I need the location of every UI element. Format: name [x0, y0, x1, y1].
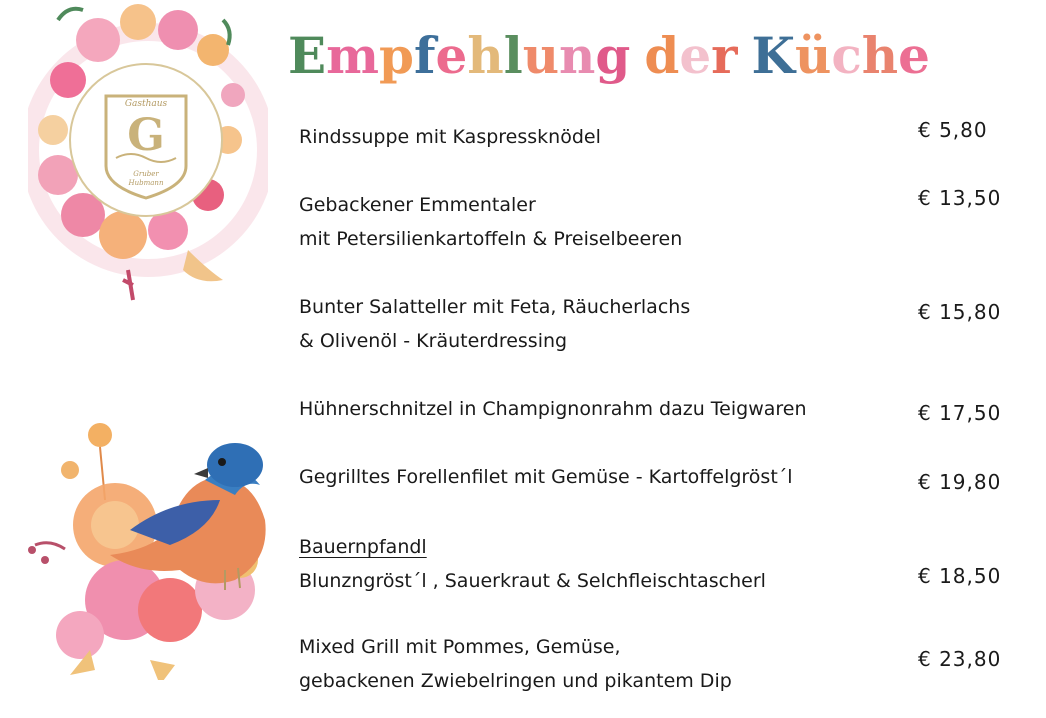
menu-item-description: Gebackener Emmentaler [299, 194, 536, 216]
menu-item-description: Blunzngröst´l , Sauerkraut & Selchfleischtascherl [299, 570, 766, 592]
title-letter: c [831, 26, 862, 85]
menu-item-price: € 18,50 [918, 564, 1002, 588]
title-letter: K [751, 26, 795, 85]
title-letter: m [326, 26, 380, 85]
menu-item [299, 188, 899, 256]
title-letter: h [467, 26, 504, 85]
menu-item [299, 392, 899, 426]
title-letter: u [522, 26, 560, 85]
floral-wreath-logo [28, 0, 268, 320]
menu-item-heading: Bauernpfandl [299, 536, 427, 558]
bird-flowers-icon [28, 423, 266, 680]
title-letter: p [379, 26, 414, 85]
menu-item [299, 290, 899, 358]
menu-item-price: € 13,50 [918, 186, 1002, 210]
logo-letter: G [127, 110, 165, 161]
page-title [288, 26, 930, 86]
menu-item-description: & Olivenöl - Kräuterdressing [299, 330, 568, 352]
title-letter: E [288, 26, 327, 85]
title-letter: r [711, 26, 738, 85]
title-letter: e [898, 26, 930, 85]
menu-item-description: Bunter Salatteller mit Feta, Räucherlachs [299, 296, 691, 318]
menu-item-price: € 17,50 [918, 401, 1002, 425]
logo-top-text: Gasthaus [124, 99, 168, 109]
menu-item-description: gebackenen Zwiebelringen und pikantem Dip [299, 670, 732, 692]
title-letter: e [679, 26, 712, 85]
bird-flowers-illustration [10, 420, 280, 680]
menu-item-description: Gegrilltes Forellenfilet mit Gemüse - Kartoffelgröst´l [299, 466, 793, 488]
logo-bottom-text-1: Gruber [133, 170, 159, 178]
menu-item [299, 460, 899, 494]
menu-item [299, 120, 899, 154]
menu-item-description: mit Petersilienkartoffeln & Preiselbeeren [299, 228, 683, 250]
title-letter: e [435, 26, 468, 85]
menu-item-description: Hühnerschnitzel in Champignonrahm dazu Teigwaren [299, 398, 807, 420]
title-letter: h [861, 26, 899, 85]
menu-item-price: € 15,80 [918, 300, 1002, 324]
title-letter: g [595, 26, 631, 85]
menu-item [299, 630, 899, 698]
menu-item-description: Mixed Grill mit Pommes, Gemüse, [299, 636, 621, 658]
title-letter: d [644, 26, 680, 85]
menu-item-description: Rindssuppe mit Kaspressknödel [299, 126, 601, 148]
title-letter: ü [794, 26, 832, 85]
menu-item-price: € 19,80 [918, 470, 1002, 494]
title-letter: f [414, 26, 436, 85]
title-letter: n [559, 26, 596, 85]
menu-item-price: € 5,80 [918, 118, 988, 142]
menu-item-price: € 23,80 [918, 647, 1002, 671]
title-letter: l [503, 26, 523, 85]
logo-bottom-text-2: Hubmann [128, 179, 164, 187]
menu-item [299, 530, 899, 598]
